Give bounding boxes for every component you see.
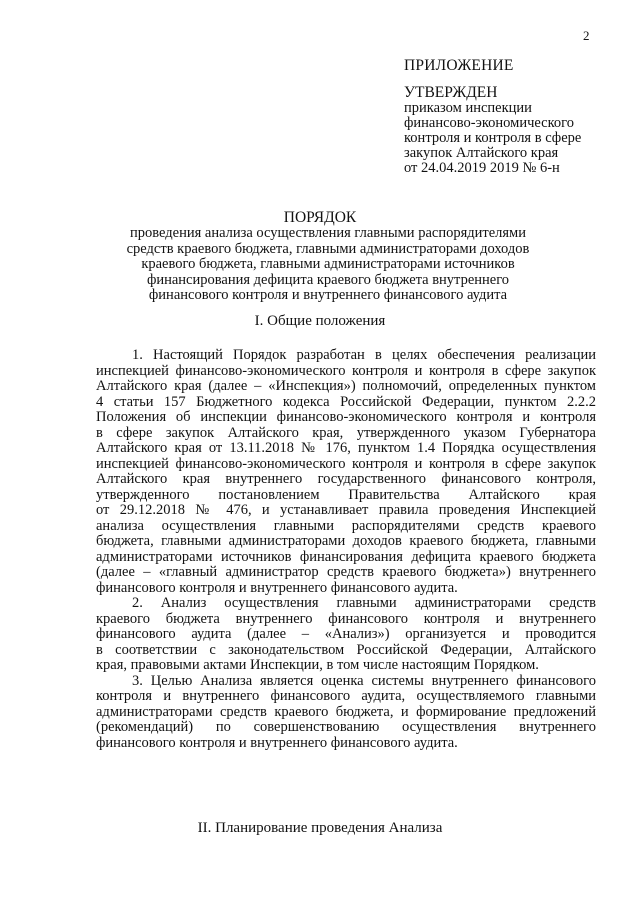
- approval-line: приказом инспекции: [404, 100, 532, 116]
- paragraph-line: утвержденного постановлением Правительства Алтайского края: [96, 486, 596, 503]
- paragraph-line: края, правовыми актами Инспекции, в том числе настоящим Порядком.: [96, 657, 539, 673]
- page-number: 2: [583, 28, 590, 43]
- paragraph-line: администраторами источников финансирования дефицита краевого бюджета: [96, 548, 596, 565]
- paragraph-line: 3. Целью Анализа является оценка системы внутреннего финансового: [132, 672, 596, 689]
- approval-line: от 24.04.2019 2019 № 6-н: [404, 160, 560, 176]
- subtitle-line: финансирования дефицита краевого бюджета внутреннего: [146, 271, 510, 288]
- approval-block: [404, 85, 581, 176]
- approval-heading: УТВЕРЖДЕН: [404, 84, 498, 101]
- paragraph-line: финансового аудита (далее – «Анализ») организуется и проводится: [96, 626, 596, 642]
- paragraph-line: финансового контроля и внутреннего финансового аудита.: [96, 734, 458, 751]
- paragraph-line: анализа осуществления главными распорядителями средств краевого: [96, 517, 596, 534]
- paragraph-line: финансового контроля и внутреннего финансового аудита.: [96, 579, 458, 596]
- subtitle-line: средств краевого бюджета, главными администраторами доходов: [126, 240, 530, 257]
- approval-line: финансово-экономического: [404, 115, 574, 131]
- paragraph-line: Положения об инспекции финансово-экономического контроля и контроля: [96, 409, 596, 425]
- paragraph-line: Алтайского края от 13.11.2018 № 176, пунктом 1.4 Порядка осуществления: [96, 440, 596, 456]
- section-heading-general: I. Общие положения: [254, 313, 386, 329]
- paragraph-line: инспекцией финансово-экономического контроля и контроля в сфере закупок: [96, 455, 596, 472]
- paragraph-line: в сфере закупок Алтайского края, утвержденного указом Губернатора: [96, 424, 596, 441]
- paragraph-line: от 29.12.2018 № 476, и устанавливает правила проведения Инспекцией: [96, 502, 596, 518]
- paragraph-2: [96, 596, 596, 674]
- paragraph-1: [96, 348, 596, 596]
- paragraph-line: (рекомендаций) по совершенствованию осуществления внутреннего: [96, 719, 596, 735]
- paragraph-line: администраторами средств краевого бюджета, и формирование предложений: [96, 703, 596, 720]
- approval-line: закупок Алтайского края: [404, 145, 559, 161]
- paragraph-line: краевого бюджета внутреннего финансового контроля и внутреннего: [96, 610, 596, 627]
- paragraph-line: 1. Настоящий Порядок разработан в целях обеспечения реализации: [132, 347, 596, 363]
- paragraph-line: (далее – «главный администратор средств краевого бюджета») внутреннего: [96, 564, 596, 580]
- paragraph-line: инспекцией финансово-экономического контроля и контроля в сфере закупок: [96, 362, 596, 379]
- document-subtitle: [118, 226, 538, 304]
- paragraph-line: 4 статьи 157 Бюджетного кодекса Российской Федерации, пунктом 2.2.2: [96, 393, 596, 410]
- paragraph-line: Алтайского края (далее – «Инспекция») полномочий, определенных пунктом: [96, 378, 596, 394]
- appendix-title: ПРИЛОЖЕНИЕ: [404, 57, 514, 74]
- paragraph-line: в соответствии с законодательством Российской Федерации, Алтайского: [96, 641, 596, 658]
- document-title: ПОРЯДОК: [283, 209, 357, 226]
- paragraph-line: бюджета, главными администраторами доходов краевого бюджета, главными: [96, 533, 596, 549]
- section-heading-planning: II. Планирование проведения Анализа: [197, 820, 443, 836]
- subtitle-line: краевого бюджета, главными администраторами источников: [141, 256, 515, 273]
- approval-line: контроля и контроля в сфере: [404, 130, 582, 146]
- paragraph-3: [96, 674, 596, 752]
- section-body: [96, 348, 596, 751]
- subtitle-line: проведения анализа осуществления главными распорядителями: [129, 225, 526, 241]
- paragraph-line: 2. Анализ осуществления главными администраторами средств: [132, 595, 596, 611]
- paragraph-line: Алтайского края внутреннего государственного финансового контроля,: [96, 471, 596, 487]
- subtitle-line: финансового контроля и внутреннего финансового аудита: [148, 287, 508, 304]
- paragraph-line: контроля и внутреннего финансового аудита, осуществляемого главными: [96, 688, 596, 704]
